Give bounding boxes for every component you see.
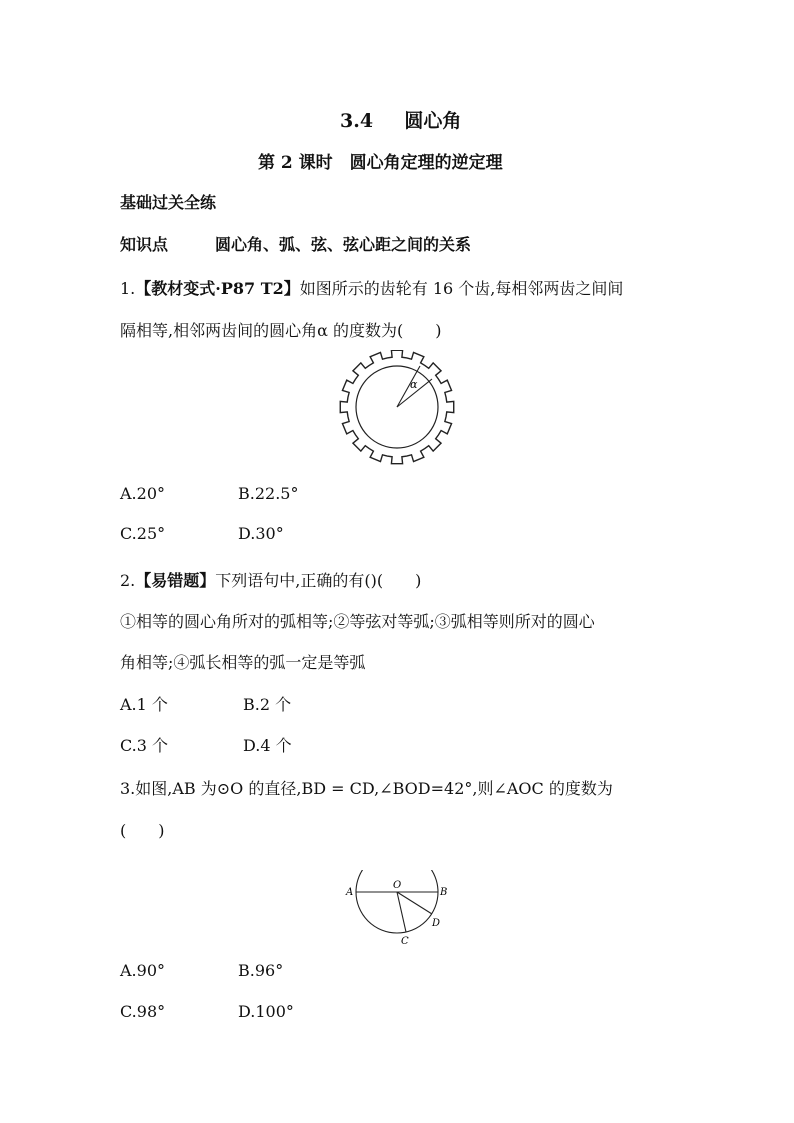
question-3-line-1 xyxy=(120,776,613,799)
question-2-option-c[interactable]: C.3 个 xyxy=(120,736,169,755)
question-1-tag: 【教材变式·P87 T2】 xyxy=(135,279,300,298)
question-1-option-a[interactable]: A.20° xyxy=(120,484,165,503)
question-3-option-b[interactable]: B.96° xyxy=(238,961,284,980)
question-2-option-b[interactable]: B.2 个 xyxy=(243,695,292,714)
title-number: 3.4 xyxy=(340,110,374,132)
question-3-line-2: ( ) xyxy=(120,821,165,840)
question-2-option-a[interactable]: A.1 个 xyxy=(120,695,168,714)
knowledge-label: 知识点 xyxy=(120,235,169,254)
question-3-option-d[interactable]: D.100° xyxy=(238,1002,294,1021)
question-1-line-1 xyxy=(120,276,623,299)
label-a: A xyxy=(346,887,354,898)
question-2-tag: 【易错题】 xyxy=(135,571,216,590)
question-3-option-c[interactable]: C.98° xyxy=(120,1002,166,1021)
title-text: 圆心角 xyxy=(404,110,462,132)
question-1-option-d[interactable]: D.30° xyxy=(238,524,284,543)
radius-od xyxy=(397,892,432,914)
label-d: D xyxy=(432,918,441,929)
section-heading: 基础过关全练 xyxy=(120,193,217,212)
question-3-text: 如图,AB 为⊙O 的直径,BD = CD,∠BOD=42°,则∠AOC 的度数为 xyxy=(135,779,613,798)
question-1-option-b[interactable]: B.22.5° xyxy=(238,484,299,503)
question-1-text: 如图所示的齿轮有 16 个齿,每相邻两齿之间间 xyxy=(299,279,624,298)
question-2-line-2: ①相等的圆心角所对的弧相等;②等弦对等弧;③弧相等则所对的圆心 xyxy=(120,612,595,631)
question-2-text: 下列语句中,正确的有()( ) xyxy=(215,571,422,590)
question-2-number: 2. xyxy=(120,571,136,590)
question-1-line-2: 隔相等,相邻两齿间的圆心角α 的度数为( ) xyxy=(120,321,442,340)
gear-figure xyxy=(338,350,458,465)
question-3-number: 3. xyxy=(120,779,136,798)
radius-oc xyxy=(397,892,406,932)
question-2-line-3: 角相等;④弧长相等的弧一定是等弧 xyxy=(120,653,366,672)
label-c: C xyxy=(401,936,409,947)
question-1-option-c[interactable]: C.25° xyxy=(120,524,166,543)
gear-alpha-label: α xyxy=(410,378,418,391)
circle-figure xyxy=(340,870,456,950)
page-title xyxy=(340,106,461,133)
knowledge-text: 圆心角、弧、弦、弦心距之间的关系 xyxy=(215,235,472,254)
page-subtitle: 第 2 课时 圆心角定理的逆定理 xyxy=(258,153,503,173)
label-b: B xyxy=(440,887,448,898)
label-o: O xyxy=(393,880,402,891)
question-3-option-a[interactable]: A.90° xyxy=(120,961,165,980)
question-1-number: 1. xyxy=(120,279,136,298)
question-2-line-1 xyxy=(120,568,421,591)
question-2-option-d[interactable]: D.4 个 xyxy=(243,736,292,755)
